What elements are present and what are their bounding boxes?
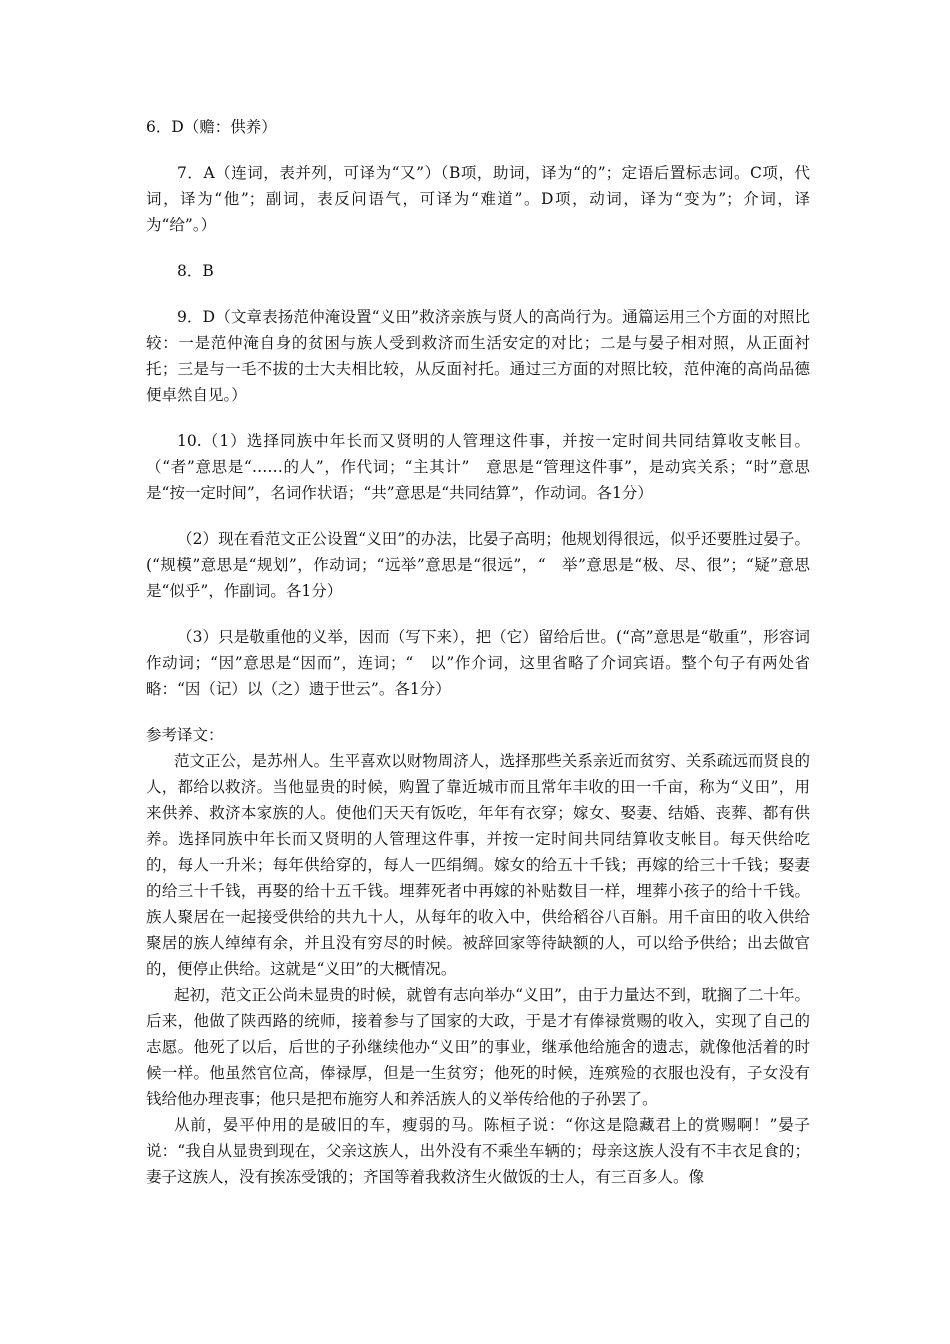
- translation-paragraph-1: 范文正公，是苏州人。生平喜欢以财物周济人，选择那些关系亲近而贫穷、关系疏远而贤良的人，都给以救济。当他显贵的时候，购置了靠近城市而且常年丰收的田一千亩，称为“义田”，用来供养、救济本家族的人。使他们天天有饭吃，年年有衣穿；嫁女、娶妻、结婚、丧葬、都有供养。选择同族中年长而又贤明的人管理这件事，并按一定时间共同结算收支帐目。每天供给吃的，每人一升米；每年供给穿的，每人一匹绢绸。嫁女的给五十千钱；再嫁的给三十千钱；娶妻的给三十千钱，再娶的给十五千钱。埋葬死者中再嫁的补贴数目一样，埋葬小孩子的给十千钱。族人聚居在一起接受供给的共九十人，从每年的收入中，供给稻谷八百斛。用千亩田的收入供给聚居的族人绰绰有余，并且没有穷尽的时候。被辞回家等待缺额的人，可以给予供给；出去做官的，便停止供给。这就是“义田”的大概情况。: [146, 752, 810, 978]
- answer-10-part-1: 10.（1）选择同族中年长而又贤明的人管理这件事，并按一定时间共同结算收支帐目。（“者”意思是“……的人”，作代词；“主其计” 意思是“管理这件事”，是动宾关系；“时”意思是“按一定时间”，名词作状语；“共”意思是“共同结算”，作动词。各1分）: [146, 432, 810, 502]
- answer-10-part-2: （2）现在看范文正公设置“义田”的办法，比晏子高明；他规划得很远，似乎还要胜过晏子。(“规模”意思是“规划”，作动词；“远举”意思是“很远”，“ 举”意思是“极、尽、很”；“疑”意思是“似乎”，作副词。各1分）: [146, 530, 810, 600]
- answer-7: 7．A（连词，表并列，可译为“又”）（B项，助词，译为“的”；定语后置标志词。C项，代词，译为“他”；副词，表反问语气，可译为“难道”。D项，动词，译为“变为”；介词，译为“给”。）: [146, 164, 810, 234]
- translation-paragraph-3: 从前，晏平仲用的是破旧的车，瘦弱的马。陈桓子说：“你这是隐藏君上的赏赐啊！”晏子说：“我自从显贵到现在，父亲这族人，出外没有不乘坐车辆的；母亲这族人没有不丰衣足食的；妻子这族人，没有挨冻受饿的；齐国等着我救济生火做饭的士人，有三百多人。像: [146, 1116, 810, 1186]
- answer-10-part-3: （3）只是敬重他的义举，因而（写下来），把（它）留给后世。(“高”意思是“敬重”，形容词作动词；“因”意思是“因而”，连词；“ 以”作介词，这里省略了介词宾语。整个句子有两处省略：“因（记）以（之）遗于世云”。各1分）: [146, 628, 810, 698]
- answer-8: 8．B: [177, 262, 214, 280]
- translation-heading: 参考译文：: [146, 726, 224, 744]
- answer-9: 9．D（文章表扬范仲淹设置“义田”救济亲族与贤人的高尚行为。通篇运用三个方面的对照比较：一是范仲淹自身的贫困与族人受到救济而生活安定的对比；二是与晏子相对照，从正面衬托；三是与一毛不拔的士大夫相比较，从反面衬托。通过三方面的对照比较，范仲淹的高尚品德便卓然自见。）: [146, 308, 810, 404]
- translation-paragraph-2: 起初，范文正公尚未显贵的时候，就曾有志向举办“义田”，由于力量达不到，耽搁了二十年。后来，他做了陕西路的统师，接着参与了国家的大政，于是才有俸禄赏赐的收入，实现了自己的志愿。他死了以后，后世的子孙继续他办“义田”的事业，继承他给施舍的遗志，就像他活着的时候一样。他虽然官位高，俸禄厚，但是一生贫穷；他死的时候，连殡殓的衣服也没有，子女没有钱给他办理丧事；他只是把布施穷人和养活族人的义举传给他的子孙罢了。: [146, 986, 810, 1108]
- answer-6: 6．D（赡：供养）: [146, 118, 277, 136]
- document-page: [146, 114, 810, 1190]
